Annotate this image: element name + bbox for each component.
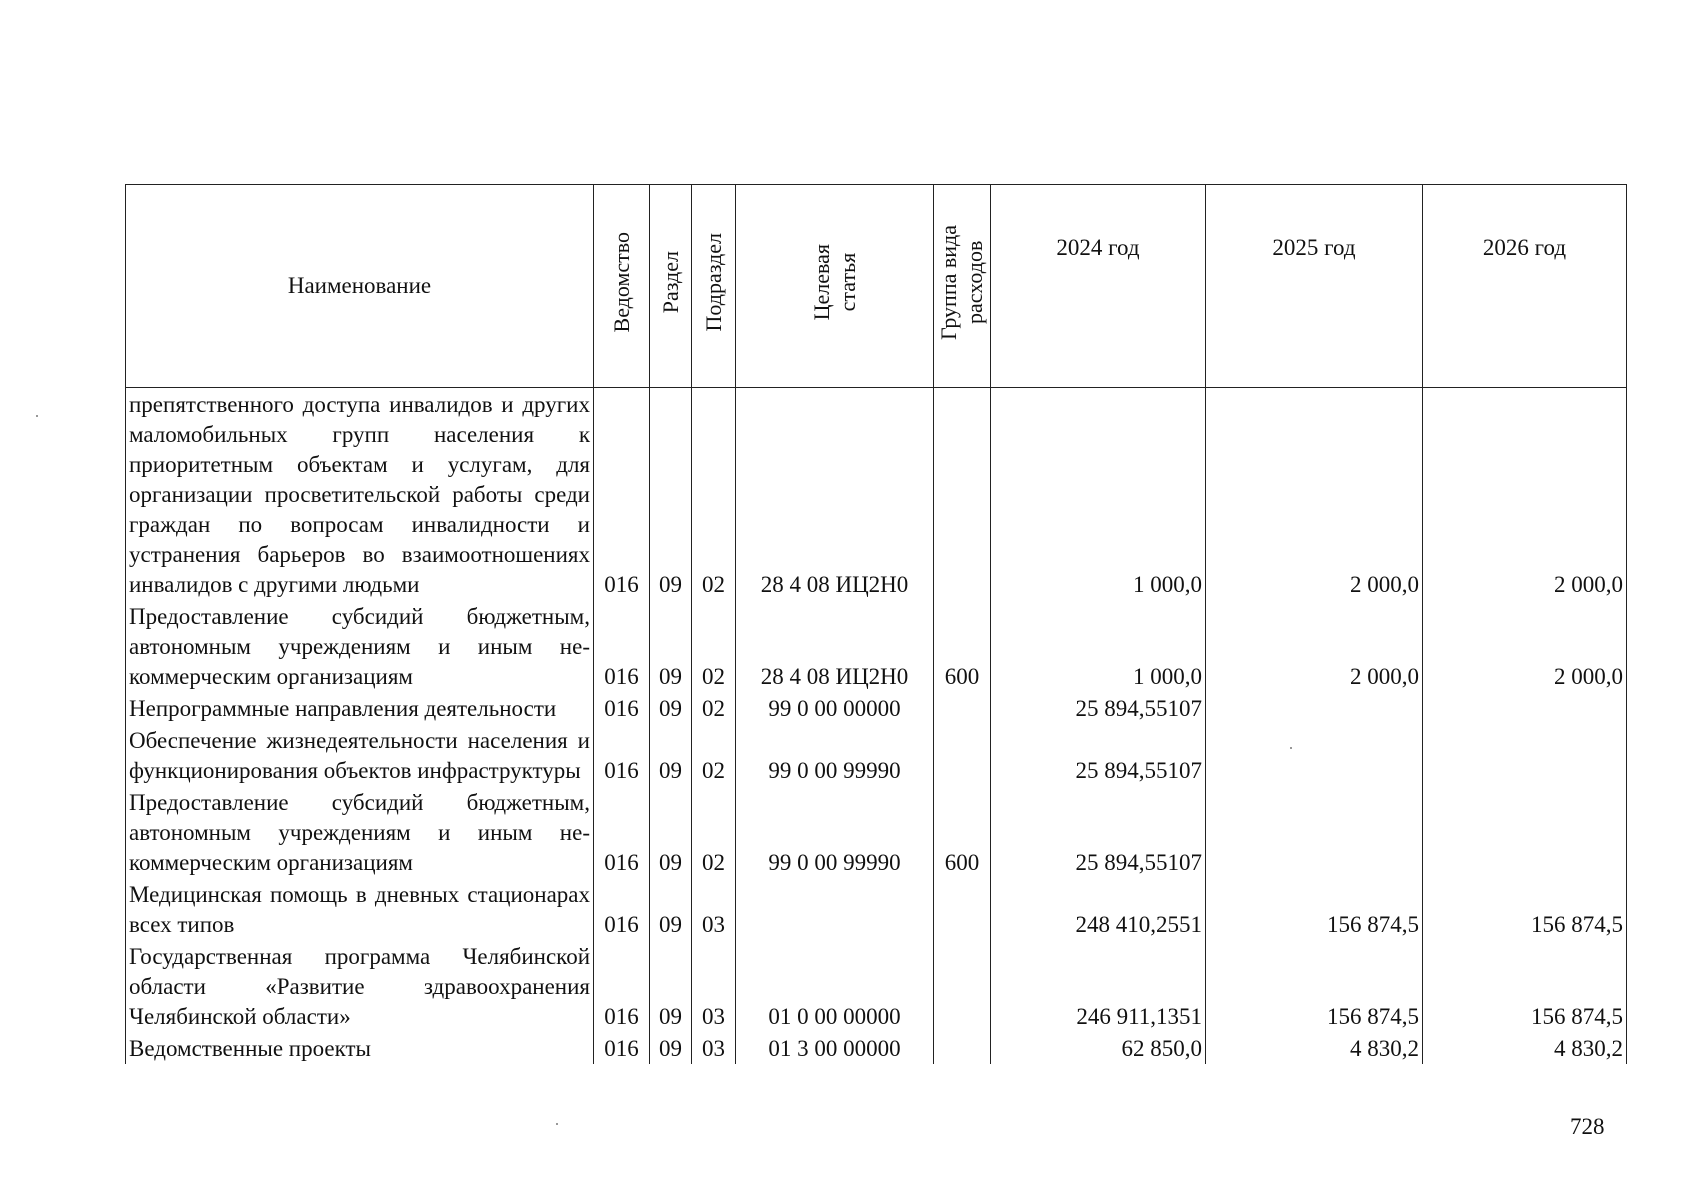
row-subsection: 02	[692, 600, 736, 692]
row-target	[736, 878, 934, 940]
row-exp	[934, 724, 991, 786]
row-exp	[934, 878, 991, 940]
row-2025: 4 830,2	[1206, 1032, 1423, 1064]
row-target: 28 4 08 ИЦ2Н0	[736, 388, 934, 601]
row-exp	[934, 940, 991, 1032]
row-2025	[1206, 786, 1423, 878]
row-exp	[934, 388, 991, 601]
header-name: Наименование	[126, 185, 594, 388]
header-subsection: Подраздел	[692, 185, 736, 388]
row-2026: 4 830,2	[1423, 1032, 1627, 1064]
row-subsection: 03	[692, 940, 736, 1032]
row-2024: 25 894,55107	[991, 692, 1206, 724]
row-dept: 016	[594, 1032, 650, 1064]
row-subsection: 03	[692, 1032, 736, 1064]
row-name: Ведомственные проекты	[126, 1032, 594, 1064]
row-2024: 62 850,0	[991, 1032, 1206, 1064]
row-dept: 016	[594, 388, 650, 601]
row-2026	[1423, 724, 1627, 786]
row-target: 28 4 08 ИЦ2Н0	[736, 600, 934, 692]
row-name: Непрограммные направления деятельности	[126, 692, 594, 724]
row-exp: 600	[934, 600, 991, 692]
header-section: Раздел	[650, 185, 692, 388]
budget-table	[125, 184, 1627, 1064]
row-2025: 2 000,0	[1206, 600, 1423, 692]
header-2024: 2024 год	[991, 185, 1206, 388]
scan-speck	[1290, 747, 1292, 749]
table-row	[126, 1032, 1627, 1064]
header-exp-line1: Группа вида	[936, 224, 961, 340]
row-dept: 016	[594, 724, 650, 786]
header-2026: 2026 год	[1423, 185, 1627, 388]
row-target: 99 0 00 00000	[736, 692, 934, 724]
row-2024: 246 911,1351	[991, 940, 1206, 1032]
header-dept: Ведомство	[594, 185, 650, 388]
row-section: 09	[650, 692, 692, 724]
row-exp	[934, 692, 991, 724]
table-row	[126, 692, 1627, 724]
row-subsection: 03	[692, 878, 736, 940]
row-2024: 1 000,0	[991, 388, 1206, 601]
row-section: 09	[650, 388, 692, 601]
row-section: 09	[650, 600, 692, 692]
row-2024: 1 000,0	[991, 600, 1206, 692]
row-name: Обеспечение жизнедеятельности населения и функционирования объектов инфраструктуры	[126, 724, 594, 786]
table-row	[126, 786, 1627, 878]
row-exp: 600	[934, 786, 991, 878]
row-target: 99 0 00 99990	[736, 724, 934, 786]
row-name: Предоставление субсидий бюджетным, автономным учреждениям и иным некоммерческим организациям	[126, 786, 594, 878]
table-row	[126, 388, 1627, 601]
row-target: 99 0 00 99990	[736, 786, 934, 878]
row-2024: 25 894,55107	[991, 724, 1206, 786]
row-section: 09	[650, 1032, 692, 1064]
row-2025: 156 874,5	[1206, 940, 1423, 1032]
header-exp-group	[934, 185, 991, 388]
table-row	[126, 940, 1627, 1032]
row-section: 09	[650, 786, 692, 878]
row-dept: 016	[594, 692, 650, 724]
row-dept: 016	[594, 878, 650, 940]
row-dept: 016	[594, 940, 650, 1032]
row-exp	[934, 1032, 991, 1064]
row-section: 09	[650, 940, 692, 1032]
row-2026	[1423, 786, 1627, 878]
row-target: 01 3 00 00000	[736, 1032, 934, 1064]
row-name: препятственного доступа инвалидов и других маломобильных групп населения к приоритетным объектам и услугам, для организации просветительской работы среди граждан по вопросам инвалидности и устранения барьеров во взаимоотношениях инвалидов с другими людьми	[126, 388, 594, 601]
row-name: Медицинская помощь в дневных стационарах всех типов	[126, 878, 594, 940]
row-subsection: 02	[692, 786, 736, 878]
row-target: 01 0 00 00000	[736, 940, 934, 1032]
header-target-line2: статья	[834, 252, 860, 312]
table-row	[126, 724, 1627, 786]
header-exp-line2: расходов	[962, 240, 987, 324]
scan-speck	[36, 415, 38, 417]
row-2025: 2 000,0	[1206, 388, 1423, 601]
row-2026: 2 000,0	[1423, 388, 1627, 601]
table-row	[126, 878, 1627, 940]
header-2025: 2025 год	[1206, 185, 1423, 388]
row-2024: 25 894,55107	[991, 786, 1206, 878]
table-row	[126, 600, 1627, 692]
table-body	[126, 388, 1627, 1065]
row-section: 09	[650, 724, 692, 786]
row-2024: 248 410,2551	[991, 878, 1206, 940]
row-subsection: 02	[692, 692, 736, 724]
row-subsection: 02	[692, 388, 736, 601]
page-number: 728	[1570, 1114, 1605, 1139]
row-section: 09	[650, 878, 692, 940]
row-subsection: 02	[692, 724, 736, 786]
row-dept: 016	[594, 786, 650, 878]
row-2026	[1423, 692, 1627, 724]
row-name: Предоставление субсидий бюджетным, автономным учреждениям и иным некоммерческим организациям	[126, 600, 594, 692]
row-dept: 016	[594, 600, 650, 692]
header-target	[736, 185, 934, 388]
header-target-line1: Целевая	[808, 243, 834, 321]
row-2025	[1206, 692, 1423, 724]
row-2026: 156 874,5	[1423, 940, 1627, 1032]
row-2026: 2 000,0	[1423, 600, 1627, 692]
row-2026: 156 874,5	[1423, 878, 1627, 940]
scan-speck	[556, 1123, 558, 1125]
row-2025: 156 874,5	[1206, 878, 1423, 940]
row-2025	[1206, 724, 1423, 786]
table-header	[126, 185, 1627, 388]
row-name: Государственная программа Челябинской области «Развитие здравоохранения Челябинской области»	[126, 940, 594, 1032]
